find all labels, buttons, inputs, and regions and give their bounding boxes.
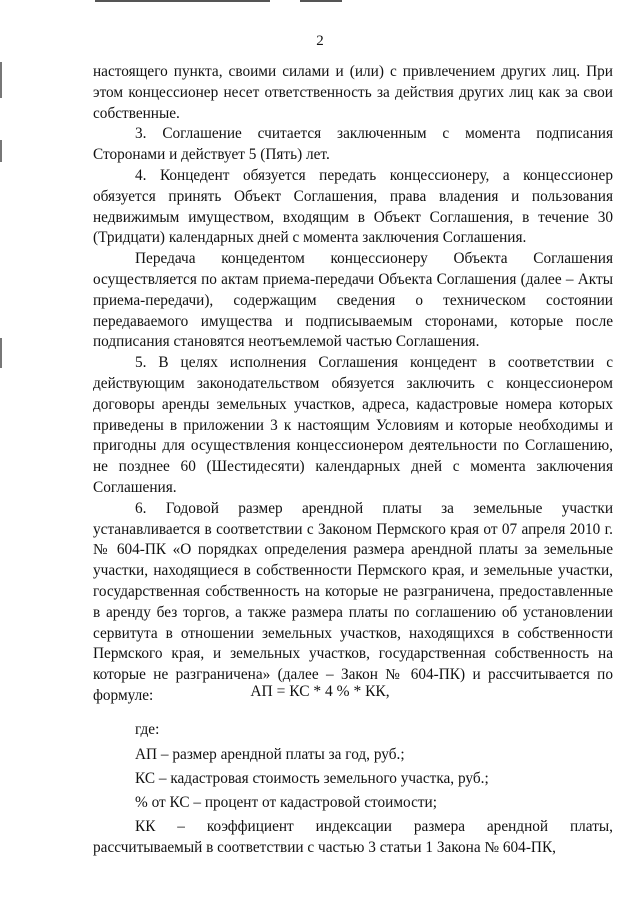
definitions-list bbox=[93, 744, 613, 858]
paragraph: настоящего пункта, своими силами и (или) с привлечением других лиц. При этом концессионер несет ответственность за действия других лиц как за свои собственные. bbox=[93, 63, 613, 122]
paragraph: 4. Концедент обязуется передать концессионеру, а концессионер обязуется принять Объект Соглашения, права владения и пользования недвижимым имуществом, входящим в Объект Соглашения, в течение 30 (Тридцати) календарных дней с момента заключения Соглашения. bbox=[93, 166, 613, 247]
where-label: где: bbox=[135, 721, 160, 738]
paragraph: Передача концедентом концессионеру Объекта Соглашения осуществляется по актам приема-передачи Объекта Соглашения (далее – Акты приема-передачи), содержащим сведения о техническом состоянии передаваемого имущества и подписываемым сторонами, которые после подписания становятся неотъемлемой частью Соглашения. bbox=[93, 250, 613, 351]
page-number: 2 bbox=[316, 33, 324, 49]
document-body bbox=[93, 62, 613, 707]
paragraph: 5. В целях исполнения Соглашения концедент в соответствии с действующим законодательством обязуется заключить с концессионером договоры аренды земельных участков, адреса, кадастровые номера которых приведены в приложении 3 к настоящим Условиям и которые необходимы и пригодны для осуществления концессионером деятельности по Соглашению, не позднее 60 (Шестидесяти) календарных дней с момента заключения Соглашения. bbox=[93, 354, 613, 496]
definition-item: КС – кадастровая стоимость земельного участка, руб.; bbox=[135, 770, 489, 787]
scan-margin-mark bbox=[0, 62, 2, 98]
definition-item: % от КС – процент от кадастровой стоимости; bbox=[135, 794, 437, 811]
definition-item: АП – размер арендной платы за год, руб.; bbox=[135, 746, 405, 763]
definition-item: КК – коэффициент индексации размера арендной платы, рассчитываемый в соответствии с частью 3 статьи 1 Закона № 604-ПК, bbox=[93, 818, 613, 856]
scan-margin-mark bbox=[0, 140, 2, 162]
paragraph: 3. Соглашение считается заключенным с момента подписания Сторонами и действует 5 (Пять) лет. bbox=[93, 125, 613, 164]
scan-margin-mark bbox=[0, 338, 2, 368]
scan-edge-line bbox=[95, 0, 270, 2]
paragraph: 6. Годовой размер арендной платы за земельные участки устанавливается в соответствии с Законом Пермского края от 07 апреля 2010 г. № 604-ПК «О порядках определения размера арендной платы за земельные участки, находящиеся в собственности Пермского края, и земельные участки, государственная собственность на которые не разграничена, предоставленные в аренду без торгов, а также размера платы по соглашению об установлении сервитута в отношении земельных участков, находящихся в собственности Пермского края, и земельных участков, государственная собственность на которые не разграничена» (далее – Закон № 604-ПК) и рассчитывается по формуле: bbox=[93, 499, 613, 704]
scan-edge-line bbox=[300, 0, 342, 2]
formula: АП = КС * 4 % * КК, bbox=[250, 683, 390, 700]
